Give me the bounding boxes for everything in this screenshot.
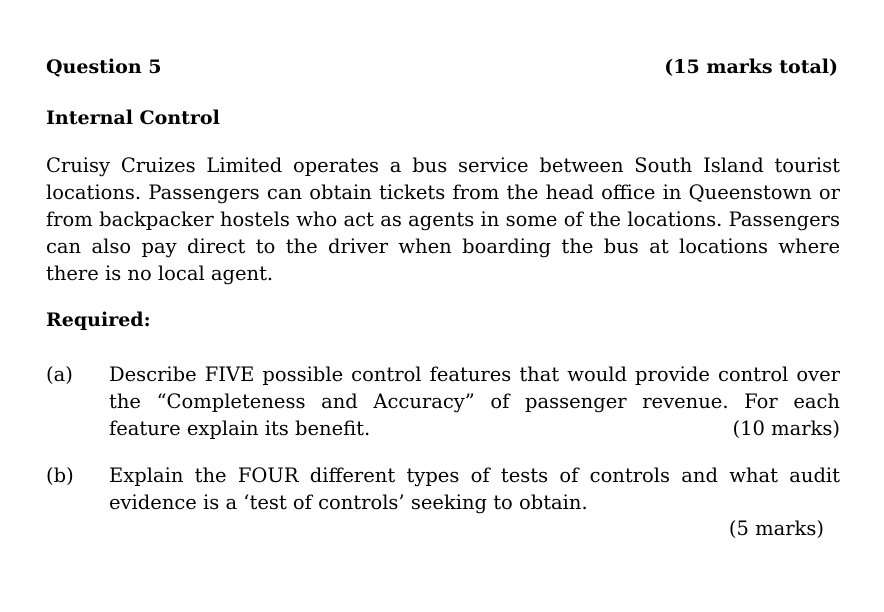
part-a-question: Describe FIVE possible control features that would provide control over the “Completeness and Accuracy” of passenger revenue. For each feature explain its benefit. bbox=[109, 363, 840, 440]
part-b-marks: (5 marks) bbox=[728, 517, 824, 540]
part-b bbox=[46, 462, 840, 516]
part-a-label: (a) bbox=[46, 363, 73, 386]
part-a bbox=[46, 361, 840, 442]
scenario-paragraph: Cruisy Cruizes Limited operates a bus service between South Island tourist locations. Passengers can obtain tickets from the head office in Queenstown or from backpacker hostels who act as agents in some of the locations. Passengers can also pay direct to the driver when boarding the bus at locations where there is no local agent. bbox=[46, 154, 840, 285]
question-title: Question 5 bbox=[46, 56, 162, 78]
part-b-text: Explain the FOUR different types of tests of controls and what audit evidence is a ‘test of controls’ seeking to obtain. bbox=[109, 464, 840, 514]
part-a-marks: (10 marks) bbox=[732, 417, 840, 440]
section-title: Internal Control bbox=[46, 107, 220, 129]
part-b-label: (b) bbox=[46, 464, 74, 487]
part-a-body bbox=[109, 361, 840, 442]
question-total-marks: (15 marks total) bbox=[664, 56, 838, 78]
question-header bbox=[46, 56, 838, 78]
part-a-text bbox=[109, 361, 840, 442]
part-b-body bbox=[109, 462, 840, 516]
required-heading: Required: bbox=[46, 309, 151, 331]
